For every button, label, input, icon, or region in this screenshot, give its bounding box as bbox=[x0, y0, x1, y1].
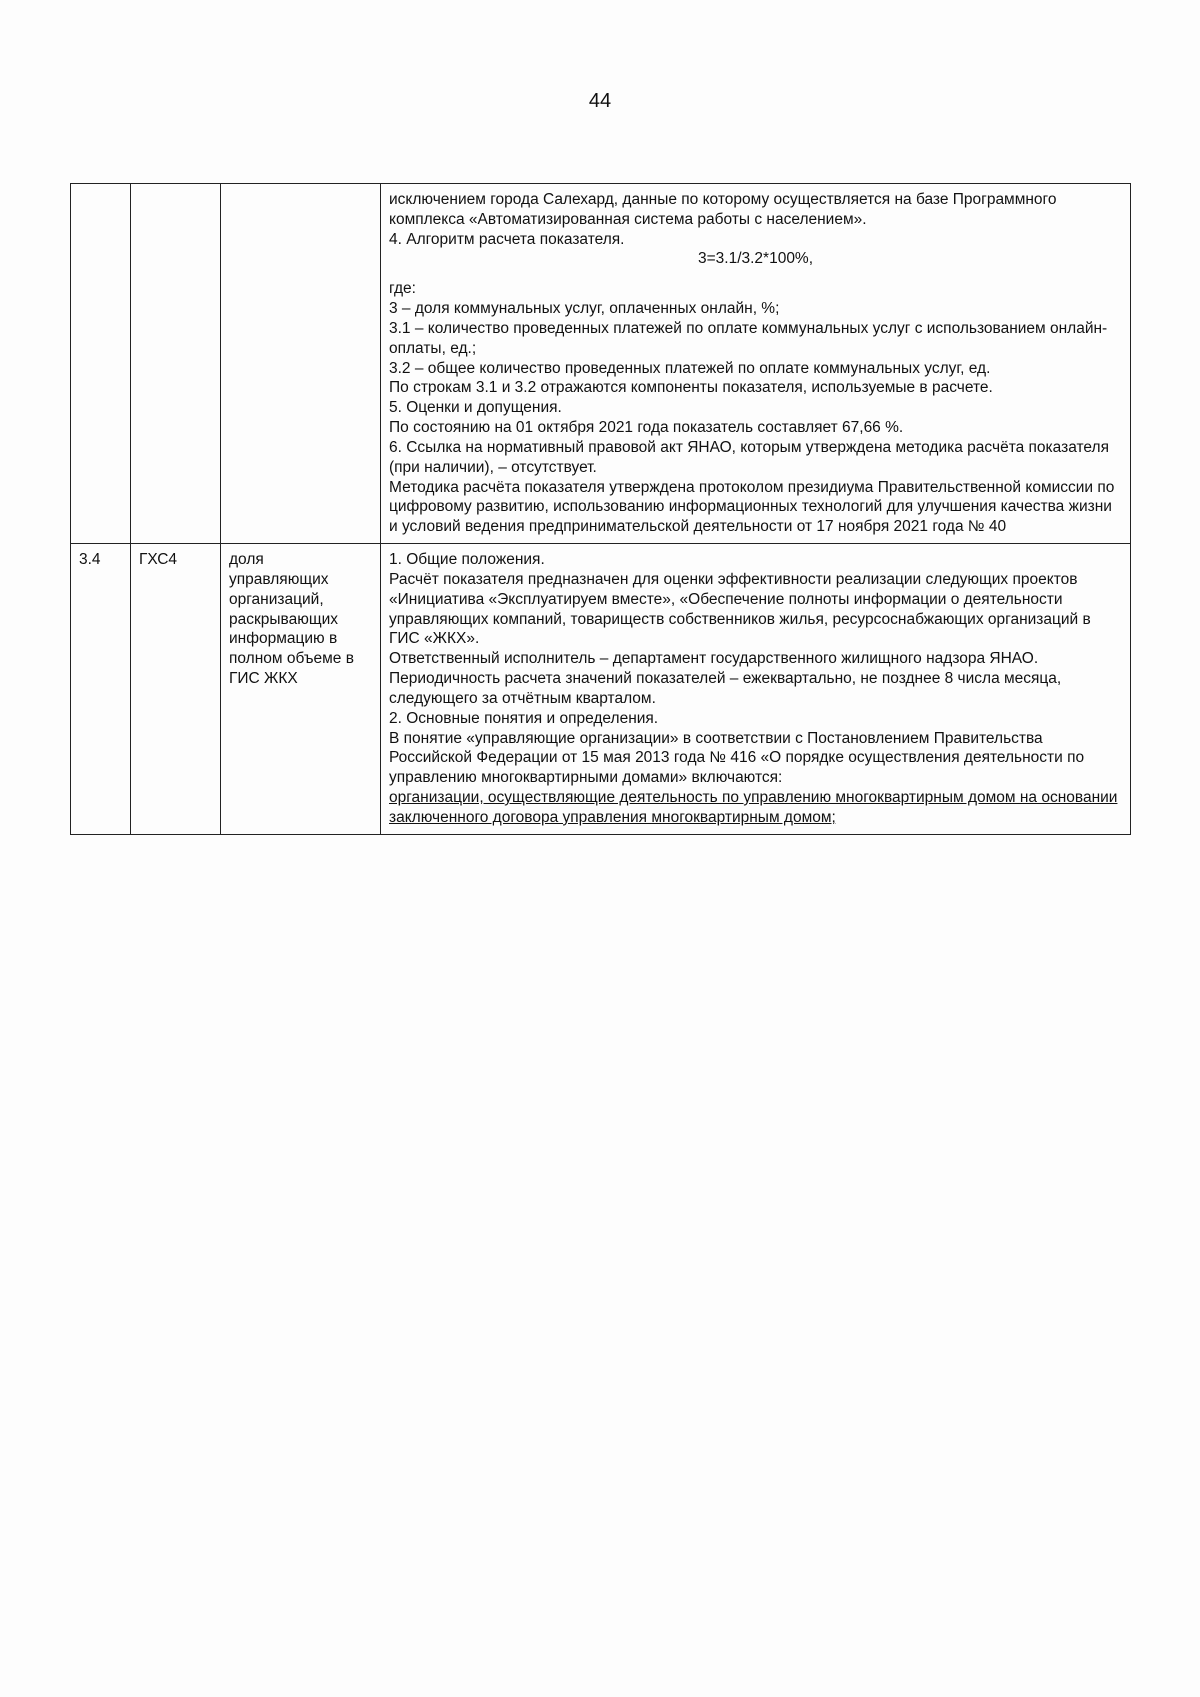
row-number-cell bbox=[71, 184, 131, 544]
indicators-table bbox=[70, 183, 1131, 835]
indicator-code-cell bbox=[131, 184, 221, 544]
indicator-name-cell bbox=[221, 184, 381, 544]
formula-line: 3=3.1/3.2*100%, bbox=[697, 250, 814, 268]
indicator-name-line: доля bbox=[229, 551, 264, 569]
indicator-code-cell: ГХС4 bbox=[131, 544, 221, 835]
indicator-name-line: ГИС ЖКХ bbox=[229, 670, 298, 688]
indicator-name-cell bbox=[221, 544, 381, 835]
description-line: где: bbox=[389, 280, 416, 298]
description-line: исключением города Салехард, данные по которому осуществляется на базе Программного комплекса «Автоматизированная система работы с населением». bbox=[389, 191, 1057, 228]
indicator-name-line: полном объеме в bbox=[229, 650, 354, 668]
description-line: Методика расчёта показателя утверждена протоколом президиума Правительственной комиссии по цифровому развитию, использованию информационных технологий для улучшения качества жизни и условий ведения предпринимательской деятельности от 17 ноября 2021 года № 40 bbox=[389, 478, 1115, 536]
indicator-name-line: раскрывающих bbox=[229, 610, 338, 628]
description-line: В понятие «управляющие организации» в соответствии с Постановлением Правительства Российской Федерации от 15 мая 2013 года № 416 «О порядке осуществления деятельности по управлению многоквартирными домами» включаются: bbox=[389, 729, 1085, 787]
indicator-name-line: управляющих bbox=[229, 570, 329, 588]
description-line: 3 – доля коммунальных услуг, оплаченных онлайн, %; bbox=[389, 300, 780, 318]
description-line: По строкам 3.1 и 3.2 отражаются компоненты показателя, используемые в расчете. bbox=[389, 379, 993, 397]
indicator-description-cell bbox=[381, 544, 1131, 835]
description-line: Периодичность расчета значений показателей – ежеквартально, не позднее 8 числа месяца, следующего за отчётным кварталом. bbox=[389, 670, 1062, 707]
description-line: Ответственный исполнитель – департамент государственного жилищного надзора ЯНАО. bbox=[389, 650, 1039, 668]
description-line: 5. Оценки и допущения. bbox=[389, 399, 562, 417]
table-row bbox=[71, 544, 1131, 835]
description-line: Расчёт показателя предназначен для оценки эффективности реализации следующих проектов «Инициатива «Эксплуатируем вместе», «Обеспечение полноты информации о деятельности управляющих компаний, товариществ собственников жилья, ресурсоснабжающих организаций в ГИС «ЖКХ». bbox=[389, 570, 1091, 648]
table-row bbox=[71, 184, 1131, 544]
description-line: 6. Ссылка на нормативный правовой акт ЯНАО, которым утверждена методика расчёта показателя (при наличии), – отсутствует. bbox=[389, 438, 1109, 476]
description-line: 1. Общие положения. bbox=[389, 551, 545, 569]
description-line: По состоянию на 01 октября 2021 года показатель составляет 67,66 %. bbox=[389, 419, 904, 437]
indicator-description-cell bbox=[381, 184, 1131, 544]
indicator-name-line: организаций, bbox=[229, 590, 324, 608]
description-line: 2. Основные понятия и определения. bbox=[389, 709, 659, 727]
description-line: 3.1 – количество проведенных платежей по оплате коммунальных услуг с использованием онлайн-оплаты, ед.; bbox=[389, 319, 1108, 357]
description-line: 4. Алгоритм расчета показателя. bbox=[389, 230, 625, 248]
description-line: 3.2 – общее количество проведенных платежей по оплате коммунальных услуг, ед. bbox=[389, 359, 991, 377]
row-number-cell: 3.4 bbox=[71, 544, 131, 835]
indicator-name-line: информацию в bbox=[229, 630, 338, 648]
page-number: 44 bbox=[588, 90, 612, 112]
description-line: организации, осуществляющие деятельность по управлению многоквартирным домом на основании заключенного договора управления многоквартирным домом; bbox=[389, 789, 1118, 826]
